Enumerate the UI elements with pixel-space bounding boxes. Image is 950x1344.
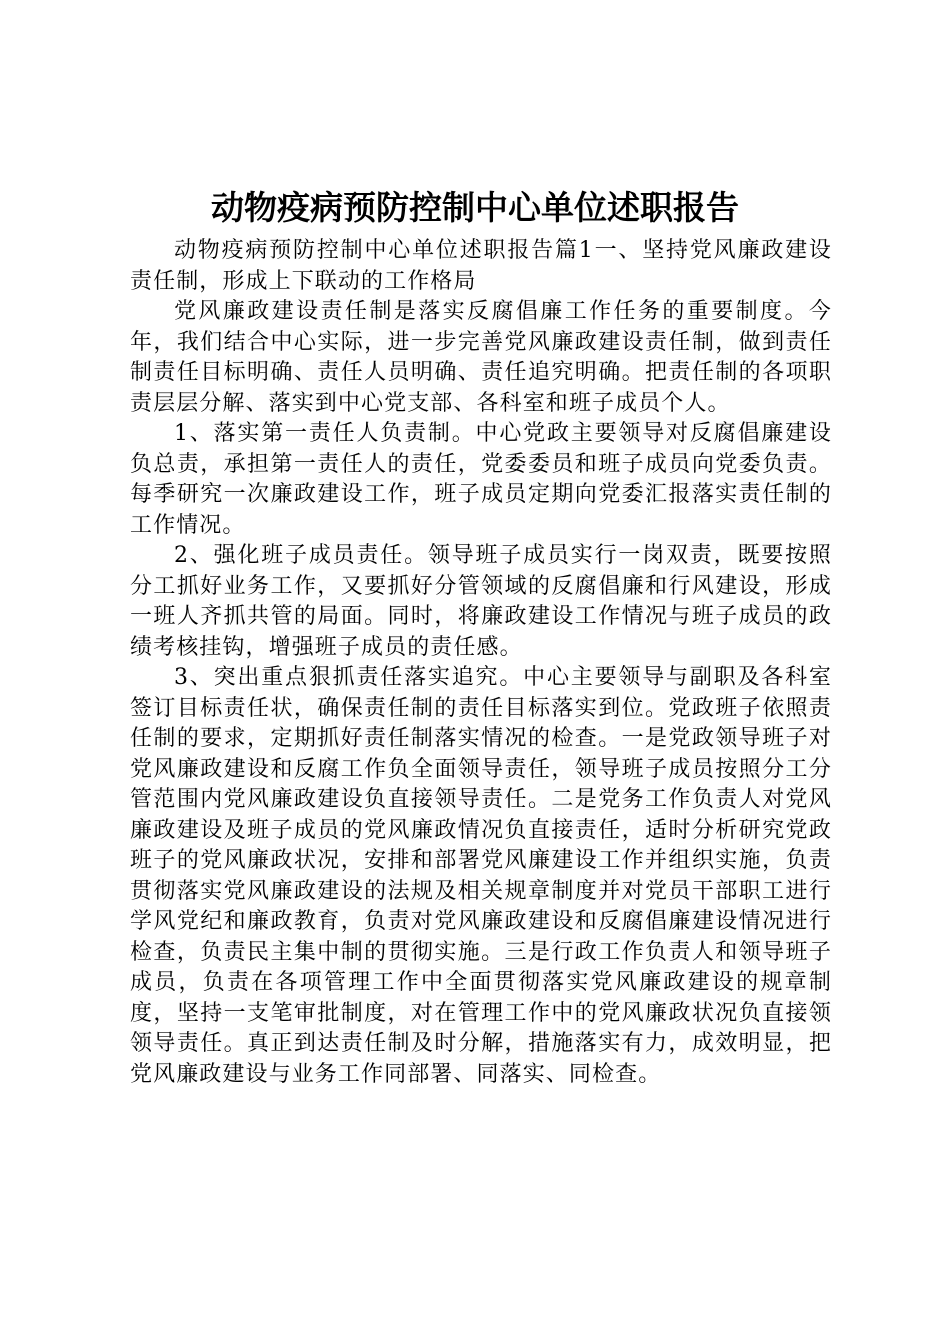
paragraph-item-2: 2、强化班子成员责任。领导班子成员实行一岗双责，既要按照分工抓好业务工作，又要抓好分管领域的反腐倡廉和行风建设，形成一班人齐抓共管的局面。同时，将廉政建设工作情况与班子成员的政绩考核挂钩，增强班子成员的责任感。 xyxy=(130,543,832,660)
paragraph-item-3: 3、突出重点狠抓责任落实追究。中心主要领导与副职及各科室签订目标责任状，确保责任制的责任目标落实到位。党政班子依照责任制的要求，定期抓好责任制落实情况的检查。一是党政领导班子对党风廉政建设和反腐工作负全面领导责任，领导班子成员按照分工分管范围内党风廉政建设负直接领导责任。二是党务工作负责人对党风廉政建设及班子成员的党风廉政情况负直接责任，适时分析研究党政班子的党风廉政状况，安排和部署党风廉建设工作并组织实施，负责贯彻落实党风廉政建设的法规及相关规章制度并对党员干部职工进行学风党纪和廉政教育，负责对党风廉政建设和反腐倡廉建设情况进行检查，负责民主集中制的贯彻实施。三是行政工作负责人和领导班子成员，负责在各项管理工作中全面贯彻落实党风廉政建设的规章制度，坚持一支笔审批制度，对在管理工作中的党风廉政状况负直接领领导责任。真正到达责任制及时分解，措施落实有力，成效明显，把党风廉政建设与业务工作同部署、同落实、同检查。 xyxy=(130,665,832,1087)
document-body xyxy=(130,236,832,1090)
paragraph-intro: 动物疫病预防控制中心单位述职报告篇1一、坚持党风廉政建设责任制，形成上下联动的工作格局 xyxy=(130,238,832,294)
paragraph-item-1: 1、落实第一责任人负责制。中心党政主要领导对反腐倡廉建设负总责，承担第一责任人的责任，党委委员和班子成员向党委负责。每季研究一次廉政建设工作，班子成员定期向党委汇报落实责任制的工作情况。 xyxy=(130,421,832,538)
paragraph-responsibility-system: 党风廉政建设责任制是落实反腐倡廉工作任务的重要制度。今年，我们结合中心实际，进一步完善党风廉政建设责任制，做到责任制责任目标明确、责任人员明确、责任追究明确。把责任制的各项职责层层分解、落实到中心党支部、各科室和班子成员个人。 xyxy=(130,299,832,416)
document-title: 动物疫病预防控制中心单位述职报告 xyxy=(211,188,739,227)
